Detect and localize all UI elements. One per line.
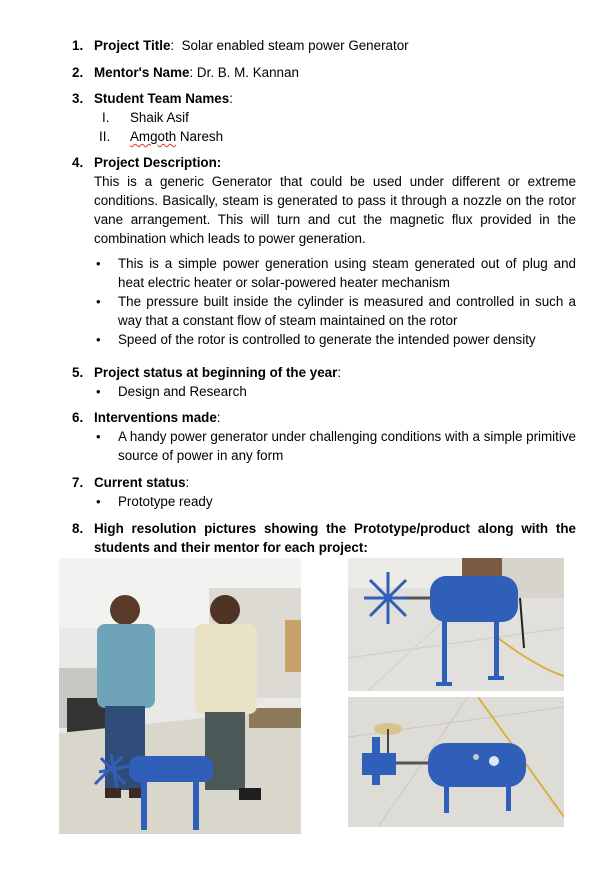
project-title-label: Project Title	[94, 38, 171, 53]
project-title-value: Solar enabled steam power Generator	[174, 38, 409, 53]
mentor-line: Mentor's Name: Dr. B. M. Kannan	[94, 65, 299, 80]
list-item: • This is a simple power generation using steam generated out of plug and heat electric heater or solar-powered heater mechanism	[94, 254, 576, 292]
team-photo	[59, 558, 301, 834]
section-number: 8.	[72, 521, 84, 536]
mentor-value: Dr. B. M. Kannan	[193, 65, 299, 80]
list-item: • Speed of the rotor is controlled to generate the intended power density	[94, 330, 576, 349]
list-item: • Prototype ready	[94, 492, 576, 511]
section-number: 3.	[72, 91, 84, 106]
list-item: • A handy power generator under challenging conditions with a simple primitive source of power in any form	[94, 427, 576, 465]
status-bullets	[94, 382, 576, 401]
team-label: Student Team Names	[94, 91, 230, 106]
mentor-label: Mentor's Name	[94, 65, 190, 80]
section-number: 2.	[72, 65, 84, 80]
list-item: • Design and Research	[94, 382, 576, 401]
section-number: 5.	[72, 365, 84, 380]
team-member-name: Shaik Asif	[130, 110, 189, 125]
team-member: I. Shaik Asif	[102, 110, 189, 125]
prototype-photo-top	[348, 697, 564, 827]
description-heading: Project Description:	[94, 155, 222, 170]
team-member: II. Amgoth Naresh	[99, 129, 224, 144]
section-number: 6.	[72, 410, 84, 425]
current-bullets	[94, 492, 576, 511]
list-item: • The pressure built inside the cylinder is measured and controlled in such a way that a constant flow of steam maintained on the rotor	[94, 292, 576, 330]
team-heading: Student Team Names:	[94, 91, 233, 106]
project-title-line: Project Title: Solar enabled steam power Generator	[94, 38, 409, 53]
pictures-heading: High resolution pictures showing the Prototype/product along with the students and their mentor for each project:	[94, 521, 576, 555]
description-bullets	[94, 254, 576, 349]
section-number: 7.	[72, 475, 84, 490]
description-paragraph: This is a generic Generator that could be used under different or extreme conditions. Basically, steam is generated to pass it through a nozzle on the rotor vane arrangement. This will turn and cut the magnetic flux provided in the combination which leads to power generation.	[94, 174, 576, 246]
team-member-name: Amgoth Naresh	[130, 129, 224, 144]
section-number: 4.	[72, 155, 84, 170]
section-number: 1.	[72, 38, 84, 53]
intervention-bullets	[94, 427, 576, 465]
prototype-photo-side	[348, 558, 564, 691]
